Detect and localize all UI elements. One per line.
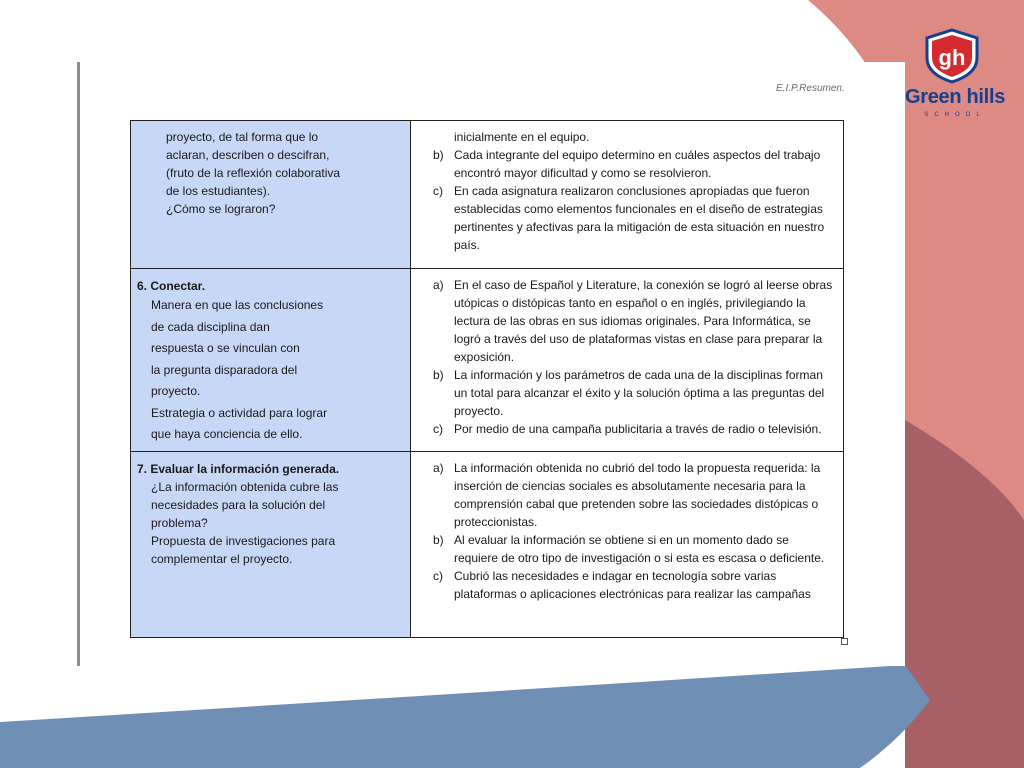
response-list xyxy=(411,128,835,254)
criterion-cell xyxy=(131,269,411,452)
criterion-line: (fruto de la reflexión colaborativa xyxy=(166,166,341,180)
response-list xyxy=(411,459,835,603)
logo-tagline: SCHOOL xyxy=(924,112,986,118)
criterion-line: proyecto. xyxy=(151,384,201,398)
item-marker: c) xyxy=(433,422,443,436)
criterion-line: respuesta o se vinculan con xyxy=(151,341,300,355)
item-text: Al evaluar la información se obtiene si en un momento dado se requiere de otro tipo de investigación o si esta es escasa o deficiente. xyxy=(454,533,825,565)
list-item xyxy=(411,146,835,182)
item-marker: a) xyxy=(433,278,444,292)
list-item xyxy=(411,366,835,420)
table-row xyxy=(131,452,844,638)
criterion-line: complementar el proyecto. xyxy=(151,552,293,566)
criterion-line: que haya conciencia de ello. xyxy=(151,427,303,441)
logo-monogram: gh xyxy=(938,45,966,70)
item-marker: a) xyxy=(433,461,444,475)
criterion-line: aclaran, describen o descifran, xyxy=(166,148,330,162)
response-cell xyxy=(411,121,844,269)
item-text: En el caso de Español y Literature, la conexión se logró al leerse obras utópicas o distópicas tanto en español o en inglés, privilegiando la lectura de las obras en sus idiomas originales. Para Informática, se logró a través del uso de plataformas vistas en clase para preparar la exposición. xyxy=(454,278,833,364)
item-marker: b) xyxy=(433,533,444,547)
list-item xyxy=(411,459,835,531)
school-logo xyxy=(895,24,1015,124)
response-list xyxy=(411,276,835,438)
item-marker: c) xyxy=(433,184,443,198)
criterion-cell xyxy=(131,121,411,269)
response-cell xyxy=(411,452,844,638)
criterion-cell xyxy=(131,452,411,638)
list-item xyxy=(411,567,835,603)
criterion-line: Manera en que las conclusiones xyxy=(151,298,324,312)
item-text: En cada asignatura realizaron conclusiones apropiadas que fueron establecidas como elementos funcionales en el diseño de estrategias pertinentes y afectivas para la mitigación de esta situación en nuestro país. xyxy=(454,184,825,252)
item-text: La información y los parámetros de cada una de la disciplinas forman un total para alcanzar el éxito y la solución óptima a las preguntas del proyecto. xyxy=(454,368,825,418)
criterion-text xyxy=(137,478,404,568)
item-text: Cada integrante del equipo determino en cuáles aspectos del trabajo encontró mayor dificultad y como se resolvieron. xyxy=(454,148,821,180)
list-item xyxy=(411,128,835,146)
criterion-line: ¿La información obtenida cubre las xyxy=(151,480,339,494)
criterion-line: Propuesta de investigaciones para xyxy=(151,534,336,548)
criterion-line: de los estudiantes). xyxy=(166,184,271,198)
row-title: 7. Evaluar la información generada. xyxy=(137,462,340,476)
criterion-text xyxy=(137,295,404,446)
item-text: La información obtenida no cubrió del todo la propuesta requerida: la inserción de ciencias sociales es absolutamente necesaria para la comprensión cabal que pretenden sobre las sociedades distópicas o proteccionistas. xyxy=(454,461,821,529)
shield-icon xyxy=(925,28,979,84)
list-item xyxy=(411,531,835,567)
item-text: inicialmente en el equipo. xyxy=(454,130,590,144)
item-marker: c) xyxy=(433,569,443,583)
criterion-line: la pregunta disparadora del xyxy=(151,362,298,377)
item-marker: b) xyxy=(433,148,444,162)
criterion-line: problema? xyxy=(151,516,208,530)
response-cell xyxy=(411,269,844,452)
document-header: E.I.P.Resumen. xyxy=(776,83,845,94)
item-text: Por medio de una campaña publicitaria a través de radio o televisión. xyxy=(454,422,822,436)
item-text: Cubrió las necesidades e indagar en tecnología sobre varias plataformas o aplicaciones electrónicas para realizar las campañas xyxy=(454,569,811,601)
page-left-rule xyxy=(77,62,80,666)
row-title: 6. Conectar. xyxy=(137,279,206,293)
table-row xyxy=(131,121,844,269)
table-resize-handle[interactable] xyxy=(841,638,848,645)
criterion-line: de cada disciplina dan xyxy=(151,319,270,334)
item-marker: b) xyxy=(433,368,444,382)
criterion-line: necesidades para la solución del xyxy=(151,498,326,512)
criterion-line: ¿Cómo se lograron? xyxy=(166,202,276,216)
table-row xyxy=(131,269,844,452)
criterion-line: proyecto, de tal forma que lo xyxy=(166,130,319,144)
list-item xyxy=(411,420,835,438)
list-item xyxy=(411,276,835,366)
criterion-line: Estrategia o actividad para lograr xyxy=(151,405,328,420)
logo-name: Green hills xyxy=(904,86,1006,108)
summary-table xyxy=(130,120,844,638)
list-item xyxy=(411,182,835,254)
